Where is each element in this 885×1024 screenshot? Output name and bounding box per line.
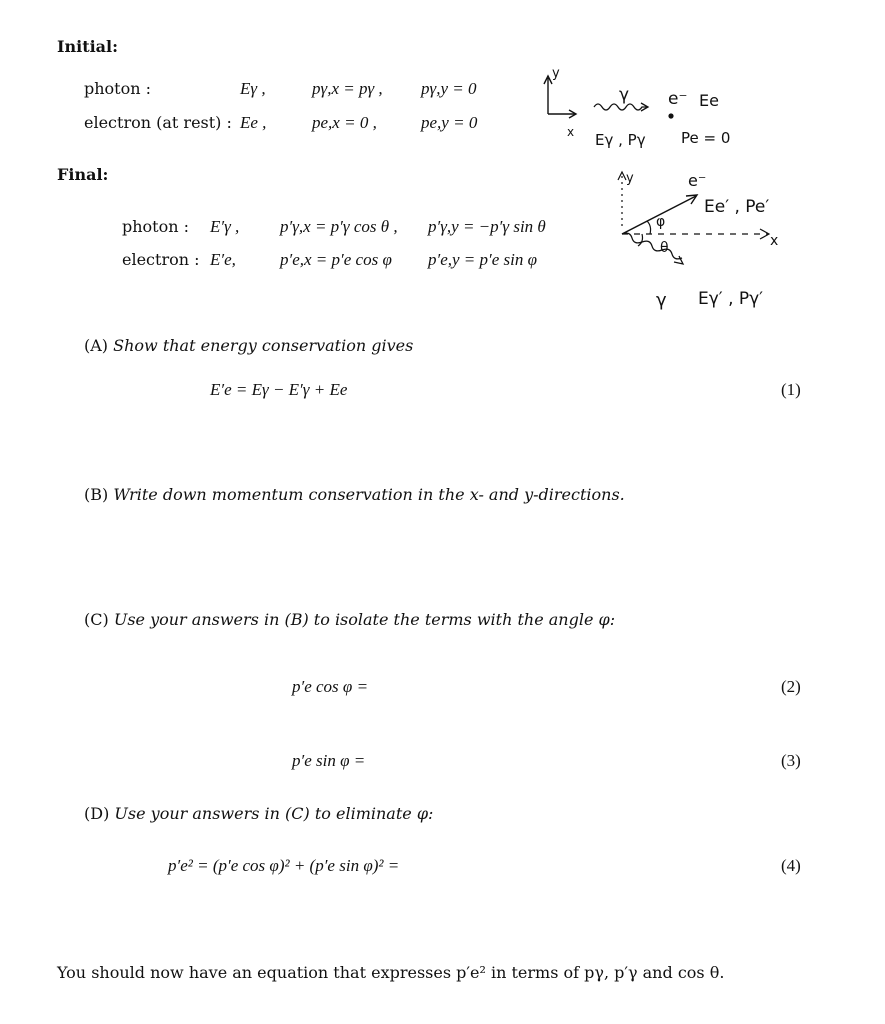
final-photon-energy: E′γ , [210,217,240,236]
part-d [84,804,433,823]
equation-2-number: (2) [781,677,801,696]
final-electron-py: p′e,y = p′e sin φ [428,250,538,269]
initial-photon-px: pγ,x = pγ , [312,79,383,98]
equation-1: E′e = Eγ − E′γ + Ee [210,380,348,399]
equation-2: p′e cos φ = [292,677,369,696]
final-heading: Final: [57,165,109,184]
initial-electron-symbol: e⁻ [668,89,688,109]
final-electron-symbol: e⁻ [688,171,707,190]
initial-heading: Initial: [57,37,119,56]
initial-diagram [535,62,755,154]
initial-gamma-label: γ [619,85,630,105]
scattered-electron-arrowhead [686,195,697,204]
scattered-photon-arrowhead [674,256,683,264]
initial-photon-label: photon : [84,79,152,98]
final-gamma-label: γ [656,290,667,311]
final-x-label: x [770,233,779,249]
initial-electron-momentum: Pe = 0 [681,129,731,147]
initial-electron-py: pe,y = 0 [421,113,478,132]
theta-arc [638,234,643,246]
initial-photon-py: pγ,y = 0 [421,79,477,98]
initial-electron-px: pe,x = 0 , [312,113,377,132]
initial-electron-label: electron (at rest) : [84,113,232,132]
part-d-label: (D) [84,804,110,823]
final-electron-label: electron : [122,250,200,269]
part-a [84,336,413,355]
final-electron-px: p′e,x = p′e cos φ [280,250,392,269]
part-d-prompt: Use your answers in (C) to eliminate φ: [114,804,434,823]
initial-electron-energy: Ee , [240,113,267,132]
part-b [84,485,625,504]
part-a-prompt: Show that energy conservation gives [113,336,414,355]
part-a-label: (A) [84,336,109,355]
final-diagram [600,162,800,314]
final-electron-vars: Ee′ , Pe′ [704,197,770,217]
part-c [84,610,615,629]
initial-photon-vars: Eγ , Pγ [595,131,646,149]
final-photon-label: photon : [122,217,190,236]
part-c-label: (C) [84,610,109,629]
equation-4: p′e² = (p′e cos φ)² + (p′e sin φ)² = [168,856,400,875]
phi-label: φ [656,214,666,230]
part-b-prompt: Write down momentum conservation in the x- and y-directions. [113,485,625,504]
initial-photon-energy: Eγ , [240,79,266,98]
phi-arc [647,221,651,234]
final-photon-vars: Eγ′ , Pγ′ [698,289,764,309]
equation-4-number: (4) [781,856,801,875]
final-electron-energy: E′e, [210,250,236,269]
part-b-label: (B) [84,485,109,504]
scattered-photon-wave [622,233,682,259]
part-c-prompt: Use your answers in (B) to isolate the terms with the angle φ: [113,610,616,629]
equation-3-number: (3) [781,751,801,770]
final-y-label: y [626,171,634,186]
theta-label: θ [660,240,669,256]
initial-electron-energy-label: Ee [699,91,719,110]
final-photon-py: p′γ,y = −p′γ sin θ [428,217,546,236]
equation-3: p′e sin φ = [292,751,366,770]
initial-x-label: x [567,125,575,139]
final-photon-px: p′γ,x = p′γ cos θ , [280,217,398,236]
initial-y-label: y [552,66,560,81]
equation-1-number: (1) [781,380,801,399]
electron-dot [668,113,673,118]
footer-text: You should now have an equation that expresses p′e² in terms of pγ, p′γ and cos θ. [57,963,725,982]
